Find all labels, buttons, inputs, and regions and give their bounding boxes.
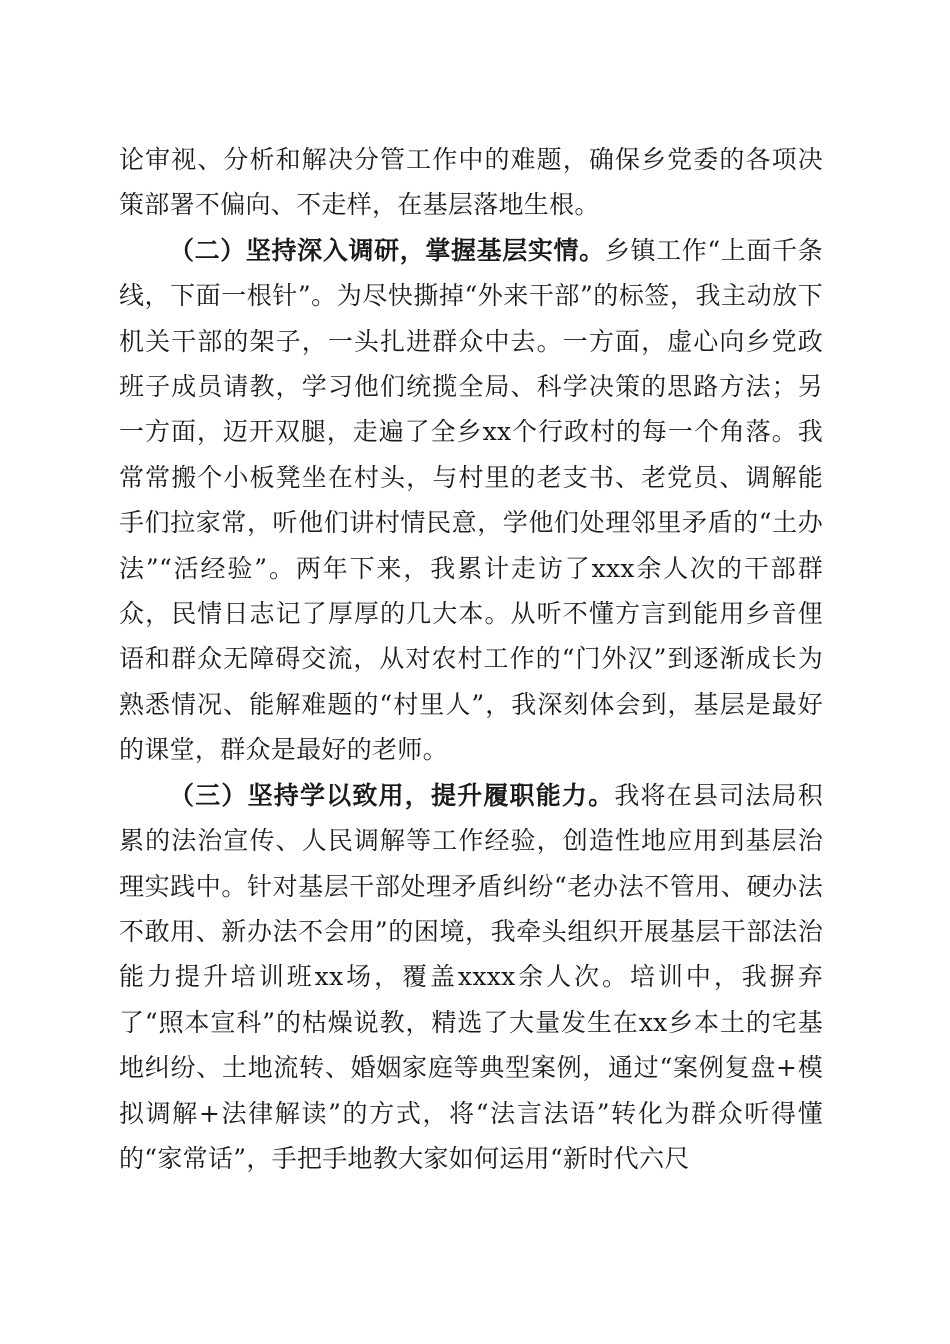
document-body (119, 137, 823, 1181)
section-heading: （三）坚持学以致用，提升履职能力。 (169, 780, 615, 810)
paragraph-continuation (119, 137, 823, 228)
paragraph-section-2 (119, 228, 823, 773)
section-heading: （二）坚持深入调研，掌握基层实情。 (169, 235, 605, 265)
paragraph-text: 论审视、分析和解决分管工作中的难题，确保乡党委的各项决策部署不偏向、不走样，在基层落地生根。 (119, 145, 823, 220)
paragraph-section-3 (119, 773, 823, 1182)
paragraph-text: 乡镇工作“上面千条线，下面一根针”。为尽快撕掉“外来干部”的标签，我主动放下机关干部的架子，一头扎进群众中去。一方面，虚心向乡党政班子成员请教，学习他们统揽全局、科学决策的思路方法；另一方面，迈开双腿，走遍了全乡xx个行政村的每一个角落。我常常搬个小板凳坐在村头，与村里的老支书、老党员、调解能手们拉家常，听他们讲村情民意，学他们处理邻里矛盾的“土办法”“活经验”。两年下来，我累计走访了xxx余人次的干部群众，民情日志记了厚厚的几大本。从听不懂方言到能用乡音俚语和群众无障碍交流，从对农村工作的“门外汉”到逐渐成长为熟悉情况、能解难题的“村里人”，我深刻体会到，基层是最好的课堂，群众是最好的老师。 (119, 235, 823, 765)
paragraph-text: 我将在县司法局积累的法治宣传、人民调解等工作经验，创造性地应用到基层治理实践中。针对基层干部处理矛盾纠纷“老办法不管用、硬办法不敢用、新办法不会用”的困境，我牵头组织开展基层干部法治能力提升培训班xx场，覆盖xxxx余人次。培训中，我摒弃了“照本宣科”的枯燥说教，精选了大量发生在xx乡本土的宅基地纠纷、土地流转、婚姻家庭等典型案例，通过“案例复盘+模拟调解+法律解读”的方式，将“法言法语”转化为群众听得懂的“家常话”，手把手地教大家如何运用“新时代六尺 (119, 780, 823, 1173)
